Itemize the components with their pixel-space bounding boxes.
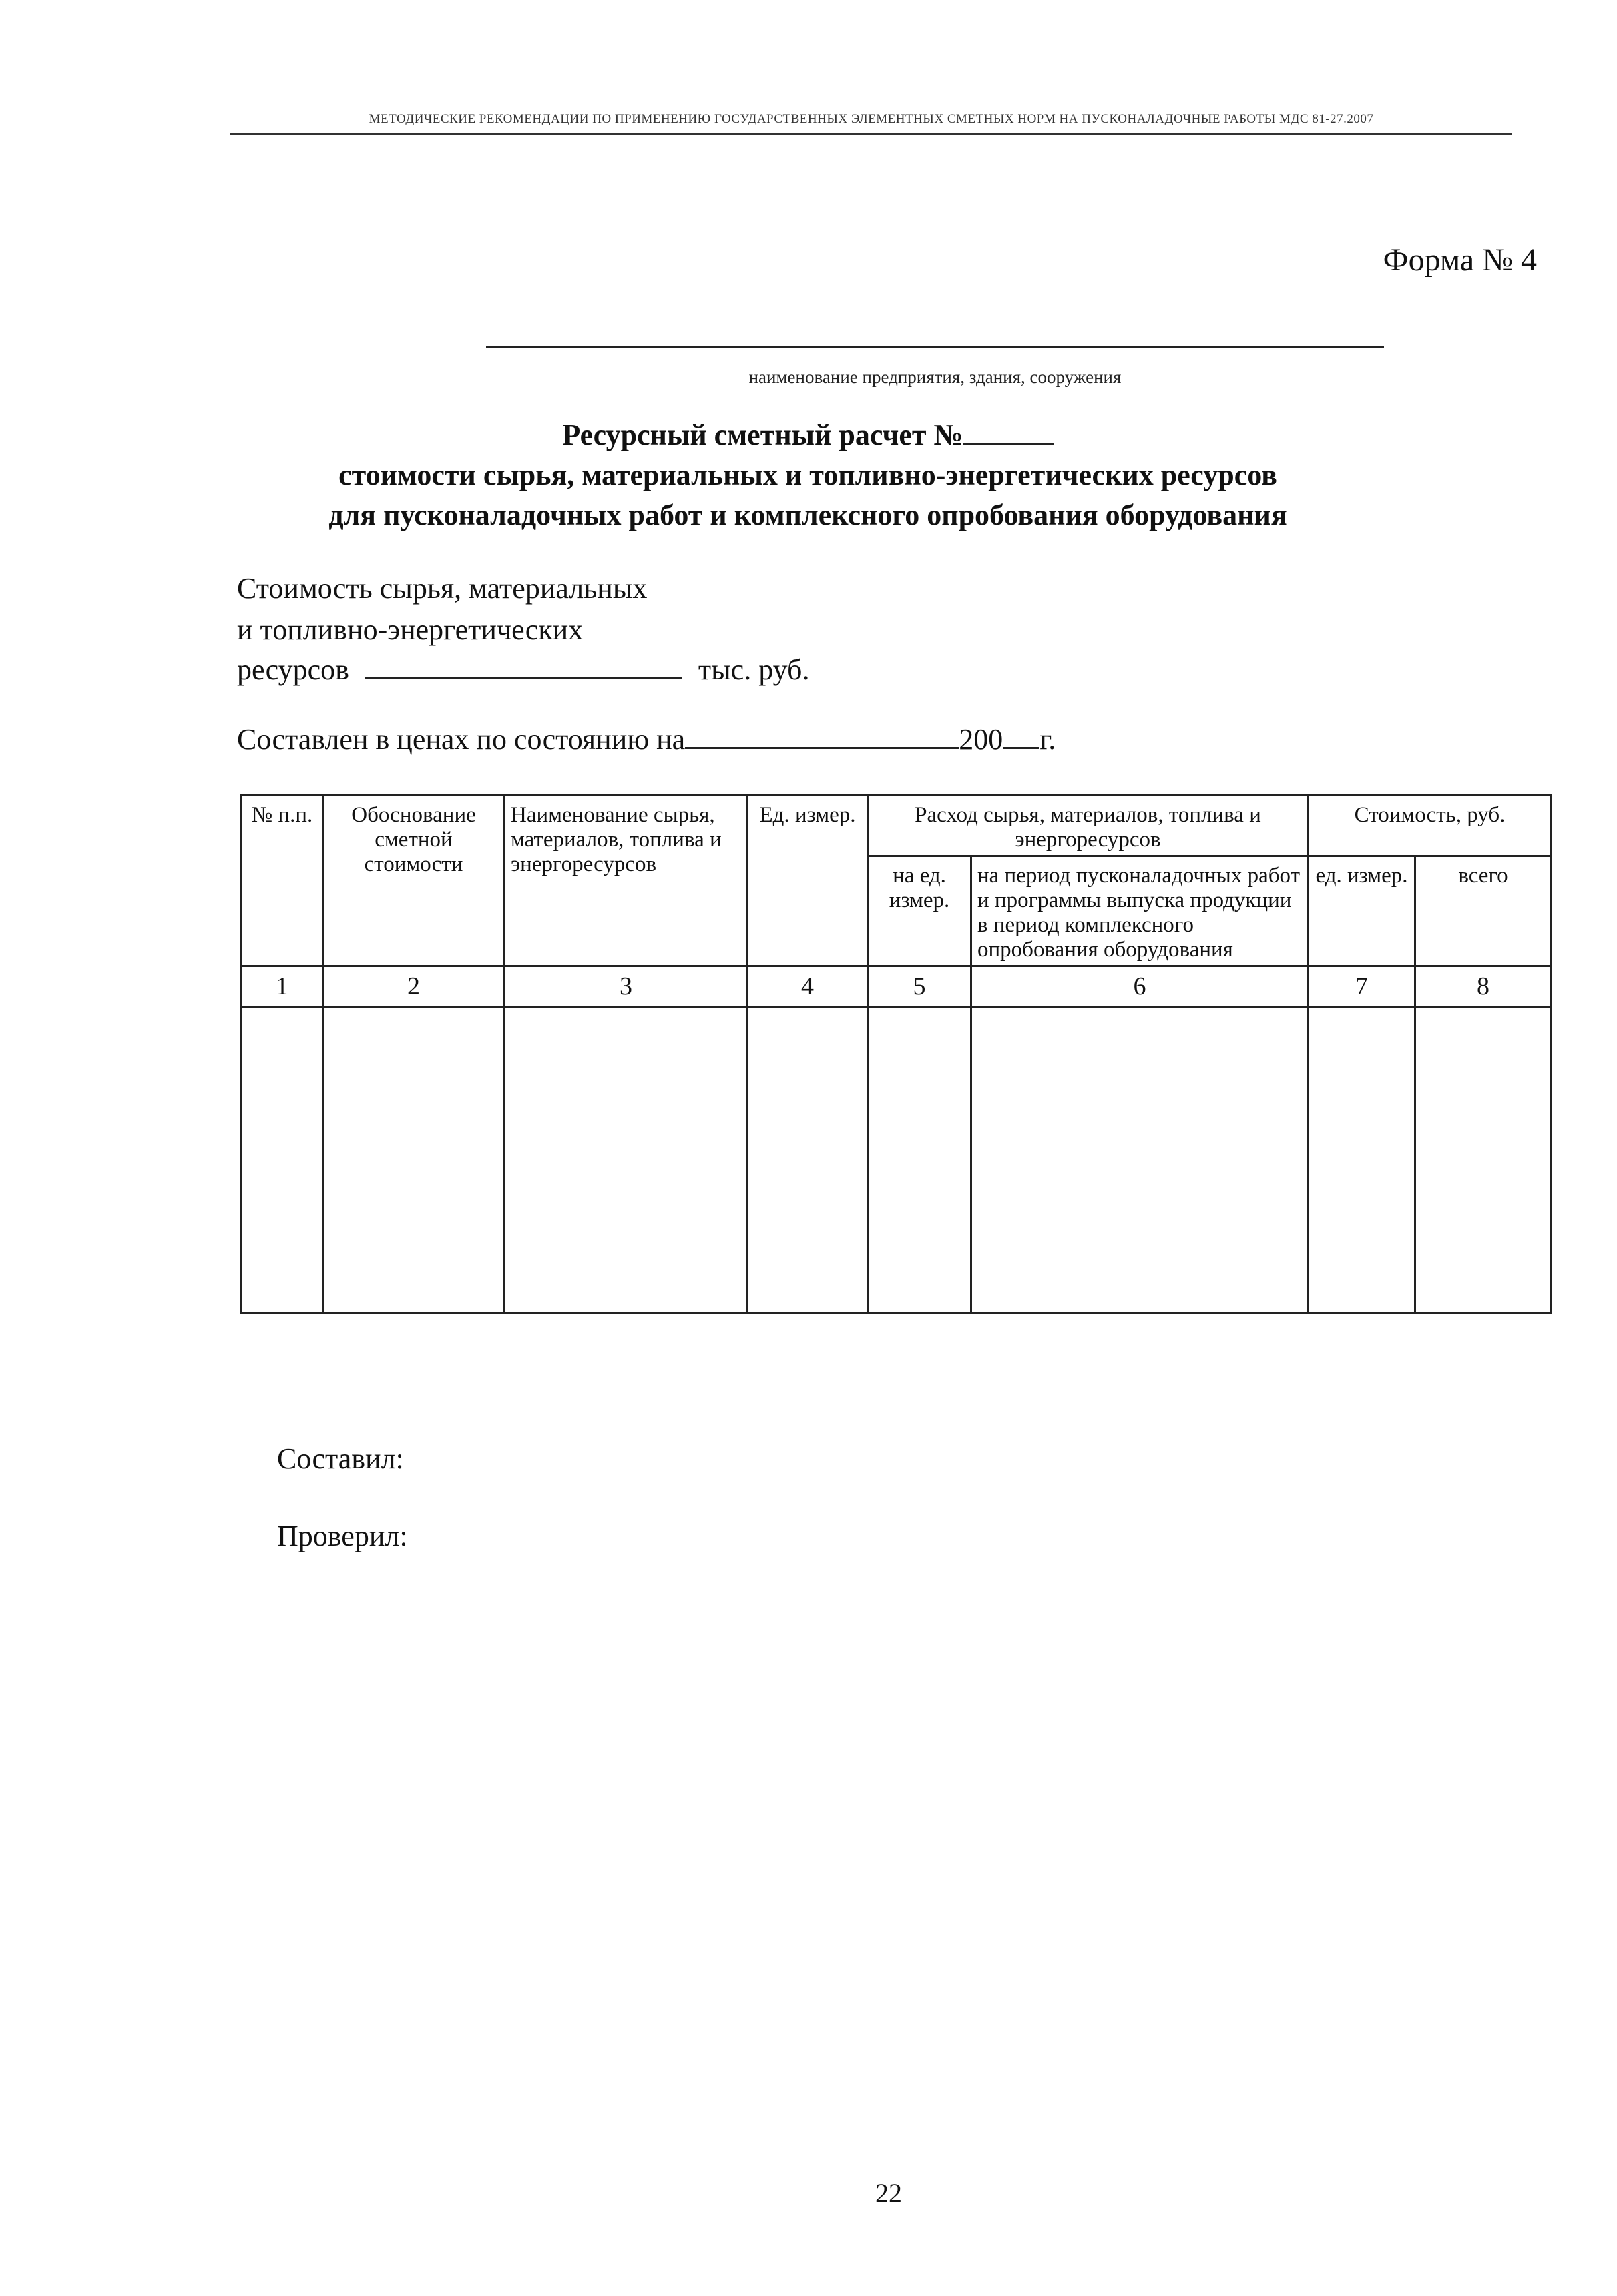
column-number: 8 — [1415, 966, 1552, 1007]
title-text-1: Ресурсный сметный расчет № — [562, 418, 963, 451]
column-number: 2 — [323, 966, 505, 1007]
header-row-1 — [242, 796, 1552, 856]
table-cell[interactable] — [748, 1007, 868, 1313]
table-cell[interactable] — [1415, 1007, 1552, 1313]
column-number: 1 — [242, 966, 323, 1007]
column-number-row — [242, 966, 1552, 1007]
page-number: 22 — [875, 2178, 902, 2208]
header-unit: Ед. измер. — [748, 796, 868, 966]
header-cost-group: Стоимость, руб. — [1309, 796, 1552, 856]
title-line-2: стоимости сырья, материальных и топливно-энергетических ресурсов — [338, 459, 1277, 491]
table-cell[interactable] — [505, 1007, 748, 1313]
column-number: 6 — [971, 966, 1309, 1007]
header-cost-per-unit: ед. измер. — [1309, 856, 1415, 966]
header-per-unit: на ед. измер. — [868, 856, 971, 966]
table-cell[interactable] — [1309, 1007, 1415, 1313]
cost-label-line-1: Стоимость сырья, материальных — [237, 572, 648, 605]
title-line-1 — [200, 418, 1415, 452]
table-cell[interactable] — [242, 1007, 323, 1313]
cost-label-line-2: и топливно-энергетических — [237, 613, 584, 646]
column-number: 5 — [868, 966, 971, 1007]
org-name-input-line[interactable] — [486, 346, 1384, 348]
org-name-caption: наименование предприятия, здания, сооружения — [748, 367, 1122, 387]
cost-unit: тыс. руб. — [698, 653, 810, 686]
running-header: МЕТОДИЧЕСКИЕ РЕКОМЕНДАЦИИ ПО ПРИМЕНЕНИЮ ГОСУДАРСТВЕННЫХ ЭЛЕМЕНТНЫХ СМЕТНЫХ НОРМ НА ПУСКОНАЛАДОЧНЫЕ РАБОТЫ МДС 81-27.2007 — [369, 112, 1374, 126]
form-number: Форма № 4 — [1383, 242, 1537, 278]
year-blank[interactable] — [1003, 723, 1040, 749]
calc-number-blank[interactable] — [963, 425, 1054, 445]
cost-value-blank[interactable] — [365, 653, 682, 679]
table-row — [242, 1007, 1552, 1313]
column-number: 4 — [748, 966, 868, 1007]
compiled-prices-row — [237, 722, 1056, 756]
cost-label-line-3: ресурсов — [237, 653, 349, 686]
header-basis: Обоснование сметной стоимости — [323, 796, 505, 966]
column-number: 3 — [505, 966, 748, 1007]
price-date-blank[interactable] — [685, 723, 959, 749]
header-name: Наименование сырья, материалов, топлива и энергоресурсов — [505, 796, 748, 966]
year-suffix: г. — [1040, 723, 1056, 756]
column-number: 7 — [1309, 966, 1415, 1007]
cost-field-row — [237, 653, 809, 687]
resource-table — [240, 794, 1552, 1314]
header-divider — [230, 133, 1512, 135]
table-cell[interactable] — [868, 1007, 971, 1313]
table-cell[interactable] — [323, 1007, 505, 1313]
header-cost-total: всего — [1415, 856, 1552, 966]
year-prefix: 200 — [959, 723, 1003, 756]
compiled-by-label: Составил: — [277, 1442, 404, 1475]
compiled-prices-label: Составлен в ценах по состоянию на — [237, 723, 686, 756]
header-consumption-group: Расход сырья, материалов, топлива и энергоресурсов — [868, 796, 1309, 856]
header-num: № п.п. — [242, 796, 323, 966]
header-period: на период пусконаладочных работ и программы выпуска продукции в период комплексного опробования оборудования — [971, 856, 1309, 966]
table-cell[interactable] — [971, 1007, 1309, 1313]
title-line-3: для пусконаладочных работ и комплексного опробования оборудования — [328, 499, 1287, 531]
checked-by-label: Проверил: — [277, 1520, 408, 1552]
